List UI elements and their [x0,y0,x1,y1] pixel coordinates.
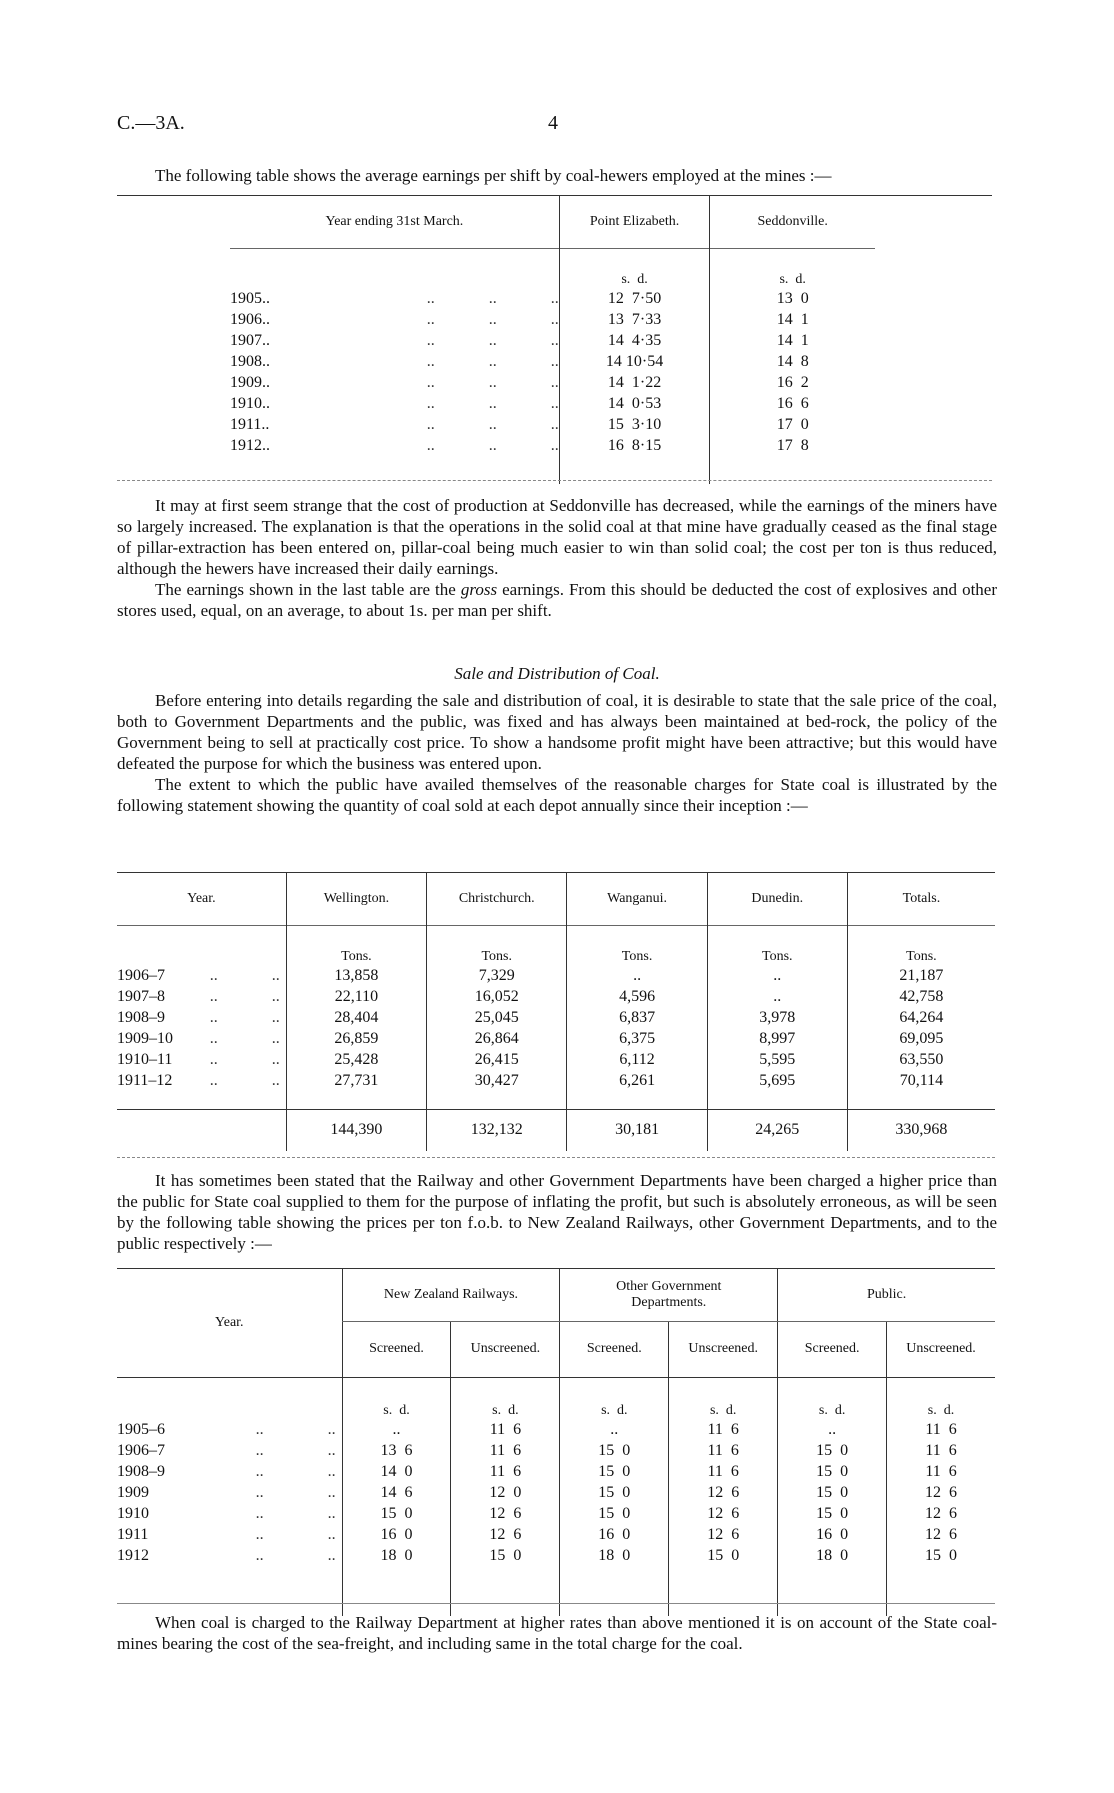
price-cell: .. [778,1419,887,1440]
price-cell: 15 0 [778,1461,887,1482]
table-row [117,986,995,1007]
empty-cell [560,1566,669,1616]
earnings-table [230,196,875,484]
year-label: 1906–7 [117,1441,165,1459]
value-cell: 63,550 [847,1049,995,1070]
unit-label: s. d. [778,1377,887,1419]
point-elizabeth-cell: 14 10·54 [559,351,710,372]
table-row [230,435,875,456]
year-cell [117,1007,286,1028]
value-cell: 28,404 [286,1007,426,1028]
price-cell: 15 0 [451,1545,560,1566]
price-cell: 11 6 [669,1440,778,1461]
year-cell [230,414,559,435]
price-cell: 16 0 [778,1524,887,1545]
leader-dots: .. .. .. [426,331,559,349]
value-cell: 26,415 [427,1049,567,1070]
year-cell [117,1461,342,1482]
year-label: 1909–10 [117,1029,173,1047]
value-cell: 64,264 [847,1007,995,1028]
leader-dots: .. .. [255,1462,336,1480]
table-row [117,965,995,986]
leader-dots: .. .. .. [426,289,559,307]
group-header-railways: New Zealand Railways. [342,1269,560,1321]
table-row [117,1524,995,1545]
unit-label: s. d. [560,1377,669,1419]
price-cell: 16 0 [560,1524,669,1545]
year-label: 1912 [117,1546,149,1564]
year-label: 1911–12 [117,1071,173,1089]
leader-dots: .. .. [255,1441,336,1459]
price-cell: 12 6 [887,1482,995,1503]
year-label: 1908.. [230,352,270,370]
leader-dots: .. .. [209,987,280,1005]
section-heading: Sale and Distribution of Coal. [454,664,660,683]
price-cell: 15 0 [560,1482,669,1503]
point-elizabeth-cell: 14 1·22 [559,372,710,393]
year-label: 1906.. [230,310,270,328]
price-cell: 16 0 [342,1524,451,1545]
point-elizabeth-cell: 15 3·10 [559,414,710,435]
price-table [117,1269,995,1616]
value-cell: 5,595 [707,1049,847,1070]
leader-dots: .. .. .. [426,436,559,454]
table-row [117,1440,995,1461]
year-label: 1908–9 [117,1008,165,1026]
leader-dots: .. .. [255,1420,336,1438]
leader-dots: .. .. [209,1008,280,1026]
value-cell: 21,187 [847,965,995,986]
empty-cell [887,1566,995,1616]
seddonville-cell: 16 6 [710,393,875,414]
leader-dots: .. .. [255,1483,336,1501]
paragraph-gross-earnings [117,579,997,621]
sub-header: Unscreened. [887,1321,995,1377]
value-cell: .. [567,965,707,986]
year-cell [117,1440,342,1461]
table-row [230,351,875,372]
paragraph-text: It may at first seem strange that the cost of production at Seddonville has decreased, while the earnings of the miners have so largely increased. The explanation is that the operations in the solid coal at that mine have gradually ceased as the final stage of pillar-extraction has been entered on, pillar-coal being much easier to win than solid coal; the cost per ton is thus reduced, although the hewers have increased their daily earnings. [117,496,997,578]
price-cell: 11 6 [887,1461,995,1482]
seddonville-cell: 16 2 [710,372,875,393]
sub-header: Unscreened. [669,1321,778,1377]
year-label: 1906–7 [117,966,165,984]
paragraph-explanation [117,495,997,621]
unit-label: s. d. [669,1377,778,1419]
paragraph-text: When coal is charged to the Railway Department at higher rates than above mentioned it is on account of the State coal-mines bearing the cost of the sea-freight, and including same in the total charge for the coal. [117,1613,997,1653]
table-row [117,1461,995,1482]
year-cell [230,330,559,351]
table-row [230,414,875,435]
paragraph-text: The extent to which the public have availed themselves of the reasonable charges for State coal is illustrated by the following statement showing the quantity of coal sold at each depot annually since their inception :— [117,775,997,815]
year-cell [117,1524,342,1545]
emphasis: gross [460,580,498,599]
col-header: Wanganui. [567,873,707,925]
table-row [117,1070,995,1091]
paragraph-sale [117,690,997,816]
unit-label: Tons. [847,925,995,965]
year-label: 1910 [117,1504,149,1522]
value-cell: 25,428 [286,1049,426,1070]
sub-header: Screened. [342,1321,451,1377]
price-cell: 12 6 [669,1482,778,1503]
unit-label: s. d. [559,248,710,288]
year-label: 1908–9 [117,1462,165,1480]
year-label: 1905–6 [117,1420,165,1438]
empty-cell [669,1566,778,1616]
coal-sales-table [117,873,995,1151]
table-row [117,1503,995,1524]
unit-label: s. d. [887,1377,995,1419]
value-cell: 16,052 [427,986,567,1007]
price-cell: 15 0 [560,1440,669,1461]
price-cell: 12 6 [669,1524,778,1545]
price-cell: 12 6 [887,1503,995,1524]
year-cell [230,435,559,456]
price-cell: 12 0 [451,1482,560,1503]
price-cell: 11 6 [669,1419,778,1440]
value-cell: 8,997 [707,1028,847,1049]
leader-dots: .. .. .. [426,310,559,328]
seddonville-cell: 13 0 [710,288,875,309]
leader-dots: .. .. .. [426,352,559,370]
year-cell [230,393,559,414]
point-elizabeth-cell: 14 4·35 [559,330,710,351]
year-label: 1905.. [230,289,270,307]
price-cell: 11 6 [887,1419,995,1440]
leader-dots: .. .. [255,1546,336,1564]
seddonville-cell: 17 0 [710,414,875,435]
year-label: 1912.. [230,436,270,454]
price-cell: 12 6 [887,1524,995,1545]
table2-rule-bottom [117,1157,995,1158]
sub-header: Screened. [560,1321,669,1377]
unit-label: Tons. [427,925,567,965]
year-label: 1910–11 [117,1050,173,1068]
table-row [117,1545,995,1566]
paragraph-railway-charges [117,1612,997,1654]
value-cell: .. [707,965,847,986]
value-cell: 22,110 [286,986,426,1007]
intro-text: The following table shows the average earnings per shift by coal-hewers employed at the mines :— [155,166,832,185]
point-elizabeth-cell: 16 8·15 [559,435,710,456]
paragraph-prices [117,1170,997,1254]
value-cell: 5,695 [707,1070,847,1091]
paragraph-text: Before entering into details regarding the sale and distribution of coal, it is desirable to state that the sale price of the coal, both to Government Departments and the public, was fixed and has always been maintained at bed-rock, the policy of the Government being to sell at practically cost price. To show a handsome profit might have been attractive; but this would have defeated the purpose for which the business was entered upon. [117,691,997,773]
leader-dots: .. .. .. [426,373,559,391]
col-header-year: Year. [117,1269,342,1377]
year-cell [230,351,559,372]
value-cell: 42,758 [847,986,995,1007]
value-cell: 6,837 [567,1007,707,1028]
value-cell: 70,114 [847,1070,995,1091]
price-cell: 15 0 [560,1461,669,1482]
col-header: Totals. [847,873,995,925]
text: earnings. From this should be deducted the cost of explosives and other stores used, equal, on an average, to about 1s. per man per shift. [117,580,997,620]
table-row [117,1049,995,1070]
leader-dots: .. .. [209,1071,280,1089]
col-header: Christchurch. [427,873,567,925]
table-row [117,1419,995,1440]
empty-cell [778,1566,887,1616]
unit-label: Tons. [286,925,426,965]
value-cell: .. [707,986,847,1007]
price-cell: 15 0 [778,1440,887,1461]
document-ref: C.—3A. [117,112,185,134]
col-header: Dunedin. [707,873,847,925]
point-elizabeth-cell: 14 0·53 [559,393,710,414]
price-cell: 15 0 [778,1503,887,1524]
table-row [230,330,875,351]
price-cell: 12 6 [669,1503,778,1524]
leader-dots: .. .. [255,1525,336,1543]
value-cell: 26,859 [286,1028,426,1049]
empty-cell [451,1566,560,1616]
year-cell [117,965,286,986]
group-header-other-depts: Other Government Departments. [560,1269,778,1321]
year-cell [230,309,559,330]
price-cell: 14 0 [342,1461,451,1482]
value-cell: 6,375 [567,1028,707,1049]
price-cell: 15 0 [560,1503,669,1524]
price-cell: 11 6 [451,1419,560,1440]
value-cell: 30,427 [427,1070,567,1091]
year-cell [117,986,286,1007]
leader-dots: .. .. [209,1029,280,1047]
col-header-point-elizabeth: Point Elizabeth. [559,196,710,248]
seddonville-cell: 14 1 [710,330,875,351]
year-label: 1909 [117,1483,149,1501]
value-cell: 6,261 [567,1070,707,1091]
price-cell: 11 6 [451,1440,560,1461]
table-row [117,1482,995,1503]
col-header: Year. [187,890,216,906]
col-header-year: Year ending 31st March. [325,213,464,229]
leader-dots: .. .. [209,966,280,984]
price-cell: 15 0 [887,1545,995,1566]
year-cell [117,1419,342,1440]
total-cell: 24,265 [707,1109,847,1151]
leader-dots: .. .. [209,1050,280,1068]
unit-label: s. d. [342,1377,451,1419]
year-cell [117,1482,342,1503]
seddonville-cell: 17 8 [710,435,875,456]
price-cell: 14 6 [342,1482,451,1503]
year-cell [230,372,559,393]
value-cell: 4,596 [567,986,707,1007]
total-cell: 144,390 [286,1109,426,1151]
leader-dots: .. .. .. [426,394,559,412]
value-cell: 6,112 [567,1049,707,1070]
empty-cell [342,1566,451,1616]
unit-label: s. d. [710,248,875,288]
price-cell: 13 6 [342,1440,451,1461]
unit-label: Tons. [567,925,707,965]
group-header-public: Public. [778,1269,995,1321]
price-cell: .. [342,1419,451,1440]
price-cell: 15 0 [778,1482,887,1503]
price-cell: 12 6 [451,1524,560,1545]
unit-label: Tons. [707,925,847,965]
seddonville-cell: 14 8 [710,351,875,372]
price-cell: 12 6 [451,1503,560,1524]
intro-table1 [117,165,997,186]
year-label: 1911.. [230,415,270,433]
unit-label: s. d. [451,1377,560,1419]
table1-rule-bottom [117,480,992,481]
price-cell: .. [560,1419,669,1440]
year-cell [117,1028,286,1049]
empty-cell [117,1109,286,1151]
value-cell: 3,978 [707,1007,847,1028]
sub-header: Screened. [778,1321,887,1377]
value-cell: 7,329 [427,965,567,986]
year-label: 1907.. [230,331,270,349]
total-cell: 30,181 [567,1109,707,1151]
price-cell: 11 6 [451,1461,560,1482]
table-row [230,393,875,414]
paragraph-text: It has sometimes been stated that the Railway and other Government Departments have been charged a higher price than the public for State coal supplied to them for the purpose of inflating the profit, but such is absolutely erroneous, as will be seen by the following table showing the prices per ton f.o.b. to New Zealand Railways, other Government Departments, and to the public respectively :— [117,1171,997,1253]
year-cell [230,288,559,309]
table-row [230,288,875,309]
col-header: Wellington. [286,873,426,925]
table3-rule-bottom [117,1603,995,1604]
col-header-seddonville: Seddonville. [710,196,875,248]
value-cell: 26,864 [427,1028,567,1049]
price-cell: 15 0 [342,1503,451,1524]
price-cell: 18 0 [560,1545,669,1566]
leader-dots: .. .. [255,1504,336,1522]
price-cell: 15 0 [669,1545,778,1566]
table-row [117,1007,995,1028]
price-cell: 18 0 [342,1545,451,1566]
year-cell [117,1503,342,1524]
sub-header: Unscreened. [451,1321,560,1377]
table-row [117,1028,995,1049]
year-cell [117,1545,342,1566]
year-label: 1911 [117,1525,149,1543]
text: The earnings shown in the last table are the [155,580,461,599]
price-cell: 11 6 [887,1440,995,1461]
leader-dots: .. .. .. [426,415,559,433]
price-cell: 18 0 [778,1545,887,1566]
value-cell: 27,731 [286,1070,426,1091]
seddonville-cell: 14 1 [710,309,875,330]
table-row [230,372,875,393]
value-cell: 13,858 [286,965,426,986]
price-cell: 11 6 [669,1461,778,1482]
year-label: 1910.. [230,394,270,412]
year-label: 1909.. [230,373,270,391]
year-cell [117,1049,286,1070]
value-cell: 25,045 [427,1007,567,1028]
value-cell: 69,095 [847,1028,995,1049]
point-elizabeth-cell: 13 7·33 [559,309,710,330]
point-elizabeth-cell: 12 7·50 [559,288,710,309]
total-cell: 330,968 [847,1109,995,1151]
year-cell [117,1070,286,1091]
table-row [230,309,875,330]
page-number: 4 [548,112,558,134]
year-label: 1907–8 [117,987,165,1005]
total-cell: 132,132 [427,1109,567,1151]
